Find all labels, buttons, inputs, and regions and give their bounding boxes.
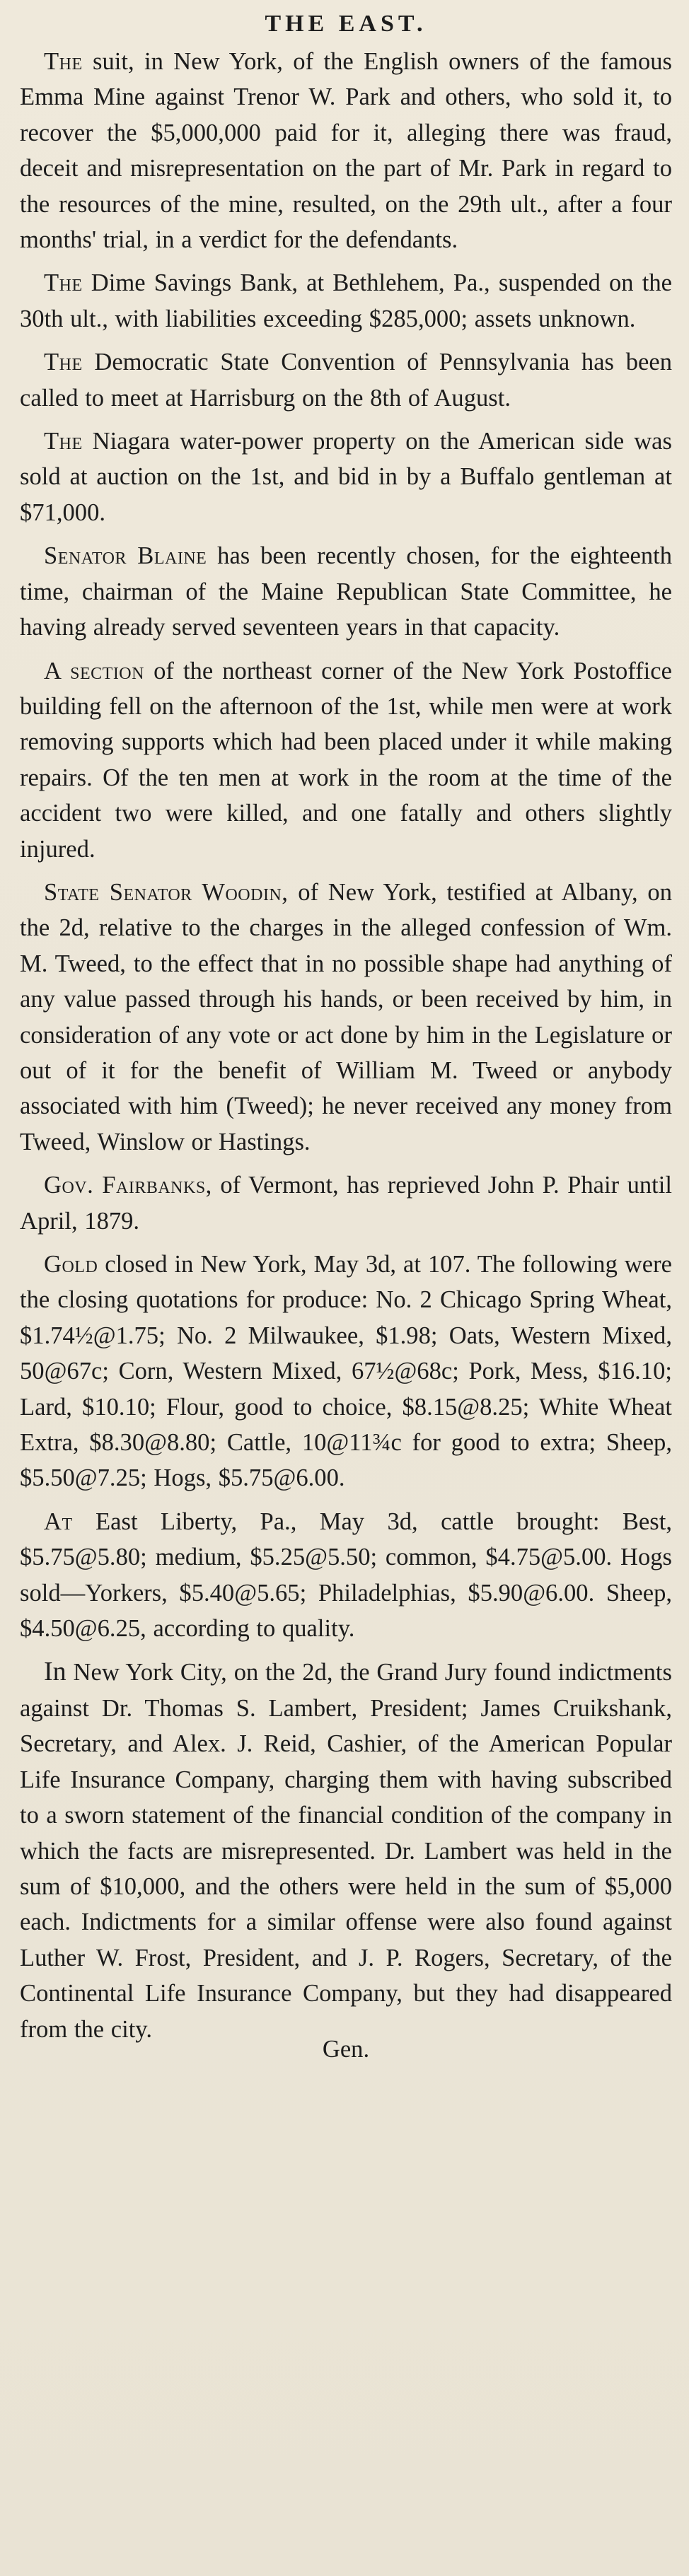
item-text: East Liberty, Pa., May 3d, cattle brought: Best, $5.75@5.80; medium, $5.25@5.50; common, $4.75@5.00. Hogs sold—Yorkers, $5.40@5.65; Philadelphias, $5.90@6.00. Sheep, $4.50@6.25, according to quality.	[20, 1508, 672, 1643]
cut-off-next-line	[20, 2035, 672, 2067]
item-lead: The	[44, 269, 83, 297]
item-text: of New York, testified at Albany, on the 2d, relative to the charges in the alleged confession of Wm. M. Tweed, to the effect that in no possible shape had anything of any value passed through his hands, or been received by him, in consideration of any vote or act done by him in the Legislature or out of it for the benefit of William M. Tweed or anybody associated with him (Tweed); he never received any money from Tweed, Winslow or Hastings.	[20, 878, 672, 1155]
item-text: Dime Savings Bank, at Bethlehem, Pa., suspended on the 30th ult., with liabilities exceeding $285,000; assets unknown.	[20, 269, 672, 332]
item-text: New York City, on the 2d, the Grand Jury found indictments against Dr. Thomas S. Lambert, President; James Cruikshank, Secretary, and Alex. J. Reid, Cashier, of the American Popular Life Insurance Company, charging them with having subscribed to a sworn statement of the financial condition of the company in which the facts are misrepresented. Dr. Lambert was held in the sum of $10,000, and the others were held in the sum of $5,000 each. Indictments for a similar offense were also found against Luther W. Frost, President, and J. P. Rogers, Secretary, of the Continental Life Insurance Company, but they had disappeared from the city.	[20, 1659, 672, 2043]
item-text: suit, in New York, of the English owners of the famous Emma Mine against Trenor W. Park and others, who sold it, to recover the $5,000,000 paid for it, alleging there was fraud, deceit and misrepresentation on the part of Mr. Park in regard to the resources of the mine, resulted, on the 29th ult., after a four months' trial, in a verdict for the defendants.	[20, 48, 672, 254]
item-lead: The	[44, 48, 83, 75]
item-lead: The	[44, 349, 83, 376]
column-heading: THE EAST.	[265, 11, 427, 37]
news-item-dime-savings-bank	[20, 265, 672, 337]
item-lead: At	[44, 1508, 73, 1535]
news-item-postoffice-collapse	[20, 653, 672, 867]
news-item-niagara-water-power	[20, 424, 672, 530]
item-text: of the northeast corner of the New York Postoffice building fell on the afternoon of the 1st, while men were at work removing supports which had been placed under it while making repairs. Of the ten men at work in the room at the time of the accident two were killed, and one fatally and others slightly injured.	[20, 657, 672, 863]
item-lead: A section	[44, 657, 144, 684]
news-item-senator-woodin	[20, 875, 672, 1160]
news-item-east-liberty-cattle	[20, 1504, 672, 1647]
news-item-emma-mine	[20, 44, 672, 257]
item-lead: Senator Blaine	[44, 542, 207, 570]
item-lead: State Senator Woodin,	[44, 878, 289, 906]
item-text: closed in New York, May 3d, at 107. The following were the closing quotations for produce: No. 2 Chicago Spring Wheat, $1.74½@1.75; No. 2 Milwaukee, $1.98; Oats, Western Mixed, 50@67c; Corn, Western Mixed, 67½@68c; Pork, Mess, $16.10; Lard, $10.10; Flour, good to choice, $8.15@8.25; White Wheat Extra, $8.30@8.80; Cattle, 10@11¾c for good to extra; Sheep, $5.50@7.25; Hogs, $5.75@6.00.	[20, 1251, 672, 1492]
item-lead: In	[44, 1657, 66, 1687]
item-text: has been recently chosen, for the eighteenth time, chairman of the Maine Republican State Committee, he having already served seventeen years in that capacity.	[20, 542, 673, 641]
item-text: Niagara water-power property on the American side was sold at auction on the 1st, and bid in by a Buffalo gentleman at $71,000.	[20, 428, 672, 526]
item-lead: The	[44, 428, 83, 455]
news-item-gov-fairbanks	[20, 1167, 672, 1239]
news-item-insurance-indictments	[20, 1654, 672, 2046]
news-item-gold-market	[20, 1247, 672, 1496]
news-item-senator-blaine	[20, 538, 672, 645]
item-text: of Vermont, has reprieved John P. Phair until April, 1879.	[20, 1172, 672, 1235]
cut-off-text: Gen.	[322, 2035, 370, 2063]
item-text: Democratic State Convention of Pennsylvania has been called to meet at Harrisburg on the 8th of August.	[20, 349, 672, 412]
item-lead: Gold	[44, 1251, 98, 1278]
news-item-democratic-convention	[20, 344, 672, 416]
item-lead: Gov. Fairbanks,	[44, 1172, 212, 1199]
